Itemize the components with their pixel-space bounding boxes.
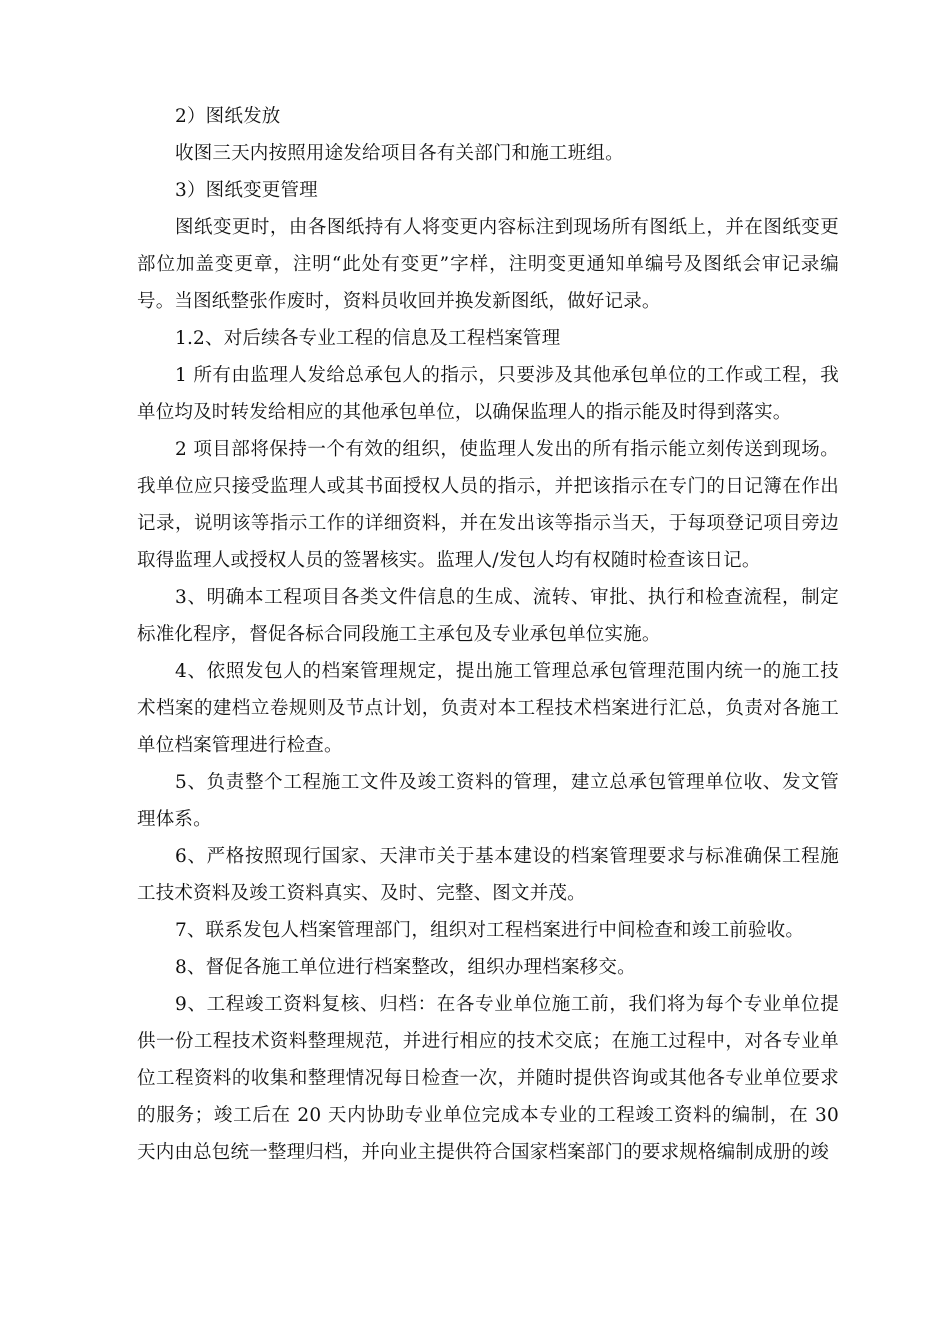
- subheading-drawing-issue: 2）图纸发放: [175, 106, 281, 127]
- paragraph-item-5: 5、负责整个工程施工文件及竣工资料的管理，建立总承包管理单位收、发文管理体系。: [137, 772, 839, 830]
- section-heading-1-2: 1.2、对后续各专业工程的信息及工程档案管理: [175, 328, 561, 349]
- paragraph-item-4: 4、依照发包人的档案管理规定，提出施工管理总承包管理范围内统一的施工技术档案的建档立卷规则及节点计划，负责对本工程技术档案进行汇总，负责对各施工单位档案管理进行检查。: [137, 661, 839, 756]
- paragraph-item-2: 2 项目部将保持一个有效的组织，使监理人发出的所有指示能立刻传送到现场。我单位应只接受监理人或其书面授权人员的指示，并把该指示在专门的日记簿在作出记录，说明该等指示工作的详细资料，并在发出该等指示当天，于每项登记项目旁边取得监理人或授权人员的签署核实。监理人/发包人均有权随时检查该日记。: [137, 439, 839, 571]
- paragraph-drawing-change: 图纸变更时，由各图纸持有人将变更内容标注到现场所有图纸上，并在图纸变更部位加盖变更章，注明“此处有变更”字样，注明变更通知单编号及图纸会审记录编号。当图纸整张作废时，资料员收回并换发新图纸，做好记录。: [137, 217, 839, 312]
- document-body: [137, 98, 839, 1171]
- paragraph-item-6: 6、严格按照现行国家、天津市关于基本建设的档案管理要求与标准确保工程施工技术资料及竣工资料真实、及时、完整、图文并茂。: [137, 846, 839, 904]
- paragraph-item-8: 8、督促各施工单位进行档案整改，组织办理档案移交。: [175, 957, 636, 978]
- subheading-drawing-change: 3）图纸变更管理: [175, 180, 318, 201]
- paragraph-item-1: 1 所有由监理人发给总承包人的指示，只要涉及其他承包单位的工作或工程，我单位均及时转发给相应的其他承包单位，以确保监理人的指示能及时得到落实。: [137, 365, 839, 423]
- paragraph-item-9: 9、工程竣工资料复核、归档：在各专业单位施工前，我们将为每个专业单位提供一份工程技术资料整理规范，并进行相应的技术交底；在施工过程中，对各专业单位工程资料的收集和整理情况每日检查一次，并随时提供咨询或其他各专业单位要求的服务；竣工后在 20 天内协助专业单位完成本专业的工程竣工资料的编制，在 30 天内由总包统一整理归档，并向业主提供符合国家档案部门的要求规格编制成册的竣: [137, 994, 839, 1163]
- paragraph-drawing-issue: 收图三天内按照用途发给项目各有关部门和施工班组。: [175, 143, 624, 164]
- paragraph-item-7: 7、联系发包人档案管理部门，组织对工程档案进行中间检查和竣工前验收。: [175, 920, 805, 941]
- paragraph-item-3: 3、明确本工程项目各类文件信息的生成、流转、审批、执行和检查流程，制定标准化程序，督促各标合同段施工主承包及专业承包单位实施。: [137, 587, 839, 645]
